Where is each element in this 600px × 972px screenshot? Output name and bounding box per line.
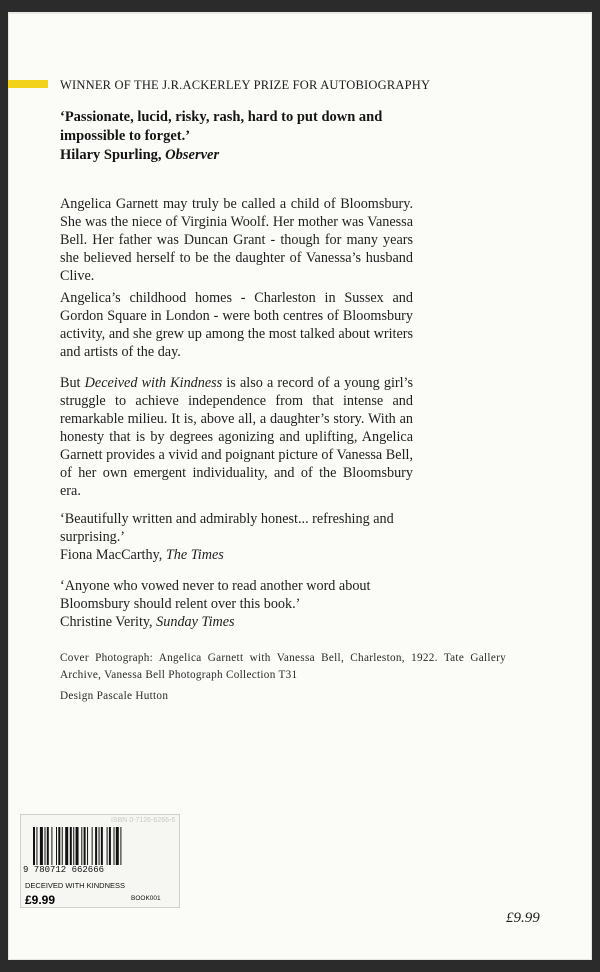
printed-price: £9.99 — [506, 910, 540, 926]
sticker-faint-isbn: ISBN 0-7126-6266-6 — [111, 817, 176, 824]
barcode-icon — [31, 827, 149, 869]
review-source: Sunday Times — [156, 614, 235, 630]
prize-heading: WINNER OF THE J.R.ACKERLEY PRIZE FOR AUTOBIOGRAPHY — [60, 78, 431, 92]
review-quote-text: ‘Anyone who vowed never to read another word about Bloomsbury should relent over this book.’ — [60, 578, 371, 612]
sticker-price: £9.99 — [25, 893, 56, 907]
review-source: The Times — [165, 547, 224, 563]
description-paragraph-3 — [60, 374, 413, 500]
paragraph-3-intro: But — [60, 375, 85, 391]
quote-author: Hilary Spurling, — [60, 147, 166, 163]
featured-quote-attribution — [60, 146, 219, 165]
review-quote-attribution — [60, 613, 413, 631]
description-paragraph-1: Angelica Garnett may truly be called a child of Bloomsbury. She was the niece of Virginia Woolf. Her mother was Vanessa Bell. Her father was Duncan Grant - though for many years she believed herself to be the daughter of Vanessa’s husband Clive. — [60, 196, 413, 284]
cover-photo-credit: Cover Photograph: Angelica Garnett with Vanessa Bell, Charleston, 1922. Tate Gallery Archive, Vanessa Bell Photograph Collection T31 — [60, 652, 506, 681]
review-quote-attribution — [60, 546, 413, 564]
top-rule — [8, 12, 592, 14]
sticker-code: BOOK001 — [131, 895, 161, 902]
review-quote-sunday-times — [60, 577, 413, 631]
featured-quote: ‘Passionate, lucid, risky, rash, hard to put down and impossible to forget.’ — [60, 109, 383, 144]
sticker-title: DECEIVED WITH KINDNESS — [25, 881, 126, 890]
design-credit: Design Pascale Hutton — [60, 690, 169, 702]
review-author: Fiona MacCarthy, — [60, 547, 166, 563]
review-quote-times — [60, 510, 413, 564]
price-sticker — [20, 814, 180, 908]
description-paragraph-2: Angelica’s childhood homes - Charleston in Sussex and Gordon Square in London - were both centres of Bloomsbury activity, and she grew up among the most talked about writers and artists of the day. — [60, 290, 413, 360]
paragraph-3-body: is also a record of a young girl’s struggle to achieve independence from that intense and remarkable milieu. It is, above all, a daughter’s story. With an honesty that is by degrees agonizing and uplifting, Angelica Garnett provides a vivid and poignant picture of Vanessa Bell, of her own emergent individuality, and of the Bloomsbury era. — [60, 375, 414, 499]
review-quote-text: ‘Beautifully written and admirably honest... refreshing and surprising.’ — [60, 511, 394, 545]
review-author: Christine Verity, — [60, 614, 157, 630]
barcode-digits: 9 780712 662666 — [23, 865, 105, 875]
book-title-inline: Deceived with Kindness — [84, 375, 223, 391]
quote-source: Observer — [165, 147, 220, 163]
yellow-accent-bar — [8, 80, 48, 88]
